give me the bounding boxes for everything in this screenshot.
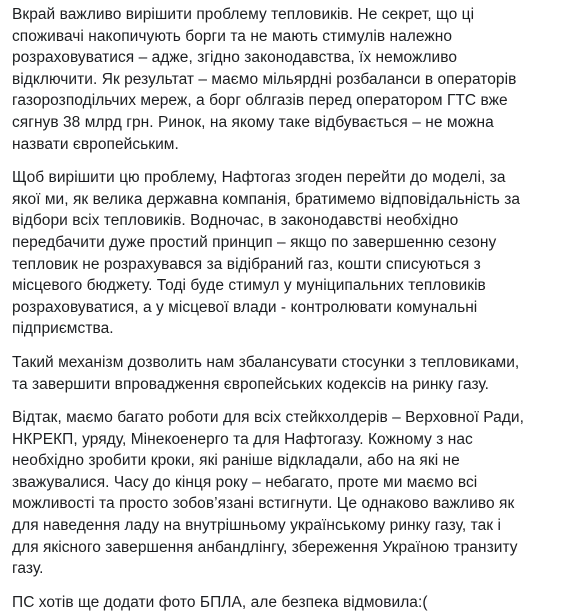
- post-paragraph-4: Відтак, маємо багато роботи для всіх стейкхолдерів – Верховної Ради, НКРЕКП, уряду, Мінекоенерго та для Нафтогазу. Кожному з нас необхідно зробити кроки, які раніше відкладали, або на які не зважувалися. Часу до кінця року – небагато, проте ми маємо всі можливості та просто зобов’язані встигнути. Це однаково важливо як для наведення ладу на внутрішньому українському ринку газу, так і для якісного завершення анбандлінгу, збереження Україною транзиту газу.: [12, 409, 524, 578]
- post-paragraph-3: Такий механізм дозволить нам збалансувати стосунки з тепловиками, та завершити впровадження європейських кодексів на ринку газу.: [12, 353, 520, 393]
- post-paragraph-1: Вкрай важливо вирішити проблему тепловиків. Не секрет, що ці споживачі накопичують борги та не мають стимулів належно розраховуватися – адже, згідно законодавства, їх неможливо відключити. Як результат – маємо мільярдні розбаланси в операторів газорозподільчих мереж, а борг облгазів перед оператором ГТС вже сягнув 38 млрд грн. Ринок, на якому таке відбувається – не можна назвати європейським.: [12, 6, 517, 153]
- post-paragraph-2: Щоб вирішити цю проблему, Нафтогаз згоден перейти до моделі, за якої ми, як велика державна компанія, братимемо відповідальність за відбори всіх тепловиків. Водночас, в законодавстві необхідно передбачити дуже простий принцип – якщо по завершенню сезону тепловик не розрахувався за відібраний газ, кошти списуються з місцевого бюджету. Тоді буде стимул у муніципальних тепловиків розраховуватися, а у місцевої влади - контролювати комунальні підприємства.: [12, 169, 521, 338]
- post-paragraph-5: ПС хотів ще додати фото БПЛА, але безпека відмовила:(: [12, 593, 428, 611]
